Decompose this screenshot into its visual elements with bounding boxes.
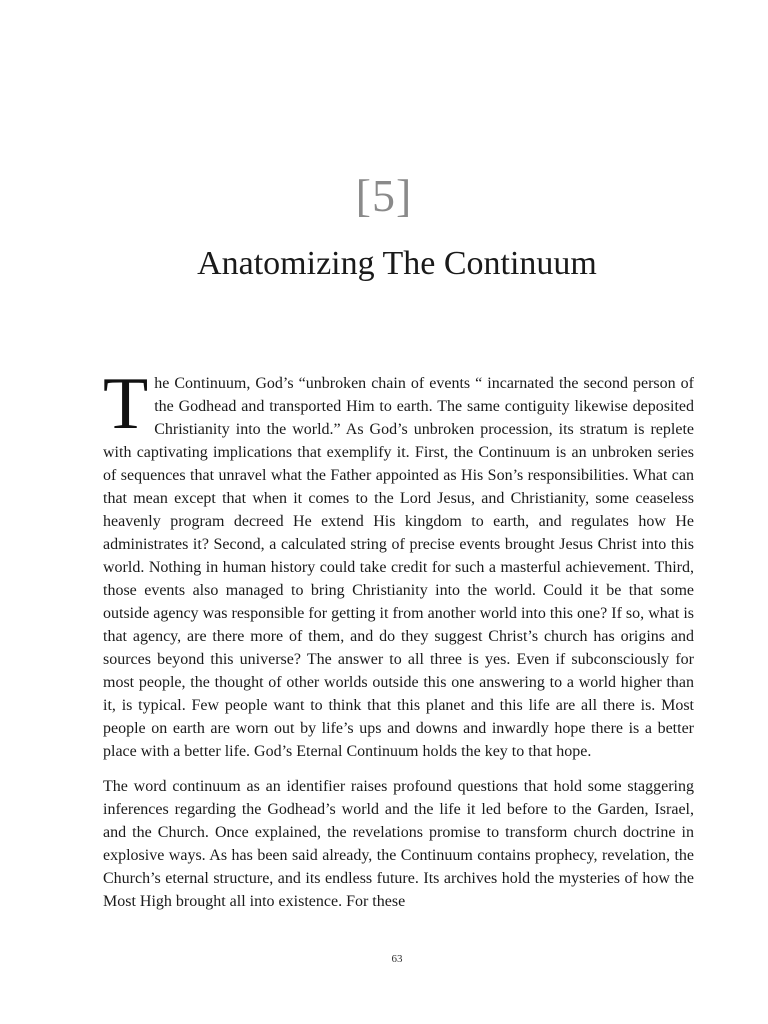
paragraph-1 <box>103 363 694 763</box>
chapter-number: [5] <box>355 170 413 221</box>
page-number: 63 <box>391 953 403 965</box>
chapter-title: Anatomizing The Continuum <box>197 245 597 282</box>
body-text <box>103 363 694 913</box>
paragraph-2: The word continuum as an identifier raises profound questions that hold some staggering inferences regarding the Godhead’s world and the life it led before to the Garden, Israel, and the Church. Once explained, the revelations promise to transform church doctrine in explosive ways. As has been said already, the Continuum contains prophecy, revelation, the Church’s eternal structure, and its endless future. Its archives hold the mysteries of how the Most High brought all into existence. For these <box>103 778 694 910</box>
paragraph-1-text: he Continuum, God’s “unbroken chain of events “ incarnated the second person of the Godhead and transported Him to earth. The same contiguity likewise deposited Christianity into the world.” As God’s unbroken procession, its stratum is replete with captivating implications that exemplify it. First, the Continuum is an unbroken series of sequences that unravel what the Father appointed as His Son’s responsibilities. What can that mean except that when it comes to the Lord Jesus, and Christianity, some ceaseless heavenly program decreed He extend His kingdom to earth, and regulates how He administrates it? Second, a calculated string of precise events brought Jesus Christ into this world. Nothing in human history could take credit for such a masterful achievement. Third, those events also managed to bring Christianity into the world. Could it be that some outside agency was responsible for getting it from another world into this one? If so, what is that agency, are there more of them, and do they suggest Christ’s church has origins and sources beyond this universe? The answer to all three is yes. Even if subconsciously for most people, the thought of other worlds outside this one answering to a world higher than it, is typical. Few people want to think that this planet and this life are all there is. Most people on earth are worn out by life’s ups and downs and inwardly hope there is a better place with a better life. God’s Eternal Continuum holds the key to that hope. <box>103 375 694 760</box>
drop-cap: T <box>103 363 149 445</box>
